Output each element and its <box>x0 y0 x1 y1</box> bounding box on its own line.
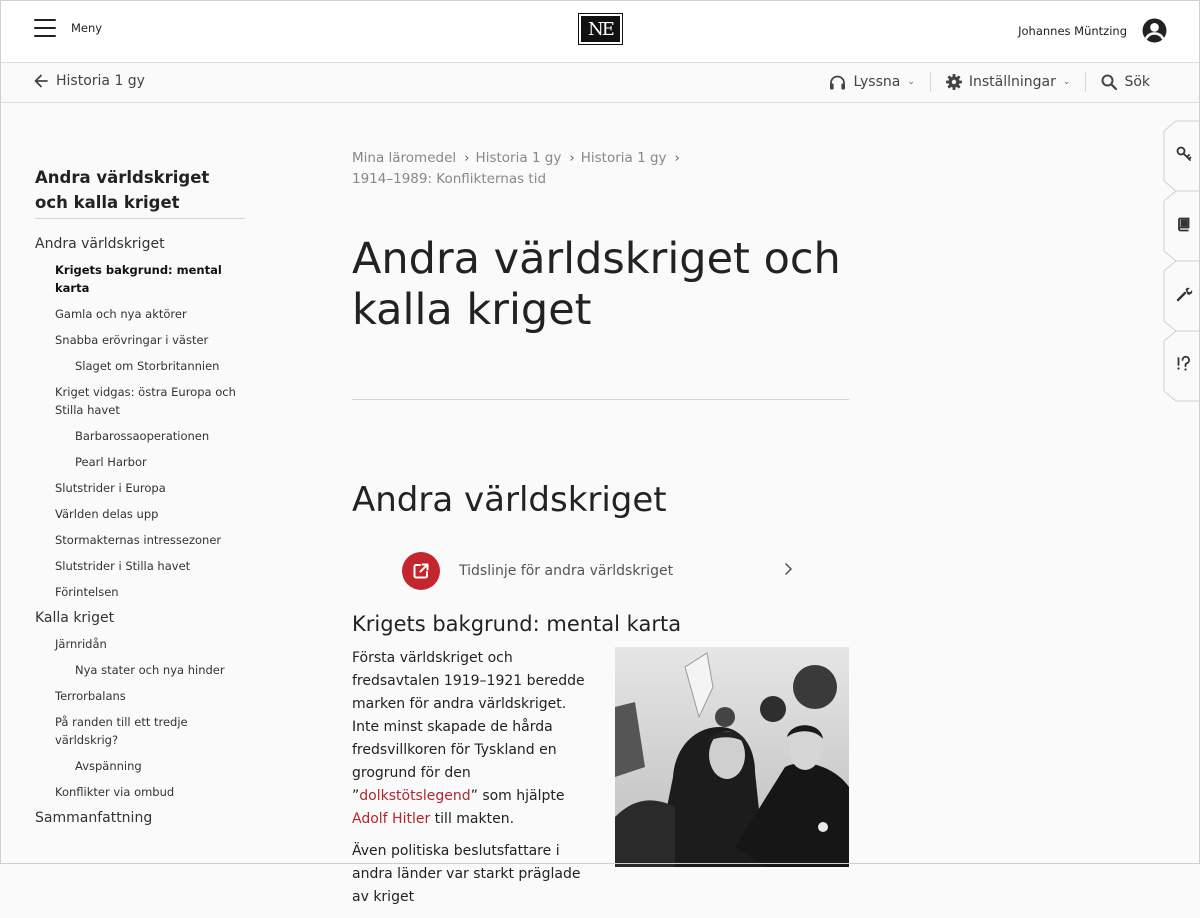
toc-item[interactable]: Slaget om Storbritannien <box>75 359 220 373</box>
paragraph <box>352 647 592 831</box>
book-icon <box>1176 216 1192 232</box>
settings-button[interactable] <box>946 74 1071 90</box>
toc-title: Andra världskriget och kalla kriget <box>35 165 245 219</box>
divider <box>352 399 849 400</box>
paragraph: Även politiska beslutsfattare i andra länder var starkt präglade av kriget <box>352 843 581 905</box>
breadcrumb-item[interactable]: Historia 1 gy <box>580 150 667 166</box>
historical-photo <box>615 647 849 867</box>
toc-item[interactable]: Andra världskriget <box>35 236 165 252</box>
ne-logo[interactable] <box>578 13 623 45</box>
subsection-heading: Krigets bakgrund: mental karta <box>352 612 682 636</box>
toc-item[interactable]: Slutstrider i Stilla havet <box>55 559 191 573</box>
toc-item[interactable]: Barbarossaoperationen <box>75 429 210 443</box>
logo-text: NE <box>581 16 620 42</box>
settings-label: Inställningar <box>968 74 1056 90</box>
wrench-icon <box>1176 286 1192 302</box>
external-link-icon <box>402 552 440 590</box>
toc-item[interactable]: Kriget vidgas: östra Europa och Stilla havet <box>55 385 236 417</box>
toc-item[interactable]: Förintelsen <box>55 585 119 599</box>
section-heading: Andra världskriget <box>352 480 667 520</box>
menu-button[interactable] <box>34 19 102 37</box>
back-link[interactable] <box>34 73 145 89</box>
article-body <box>352 647 849 909</box>
adolf-hitler-link[interactable]: Adolf Hitler <box>352 811 431 827</box>
toc-item[interactable]: Avspänning <box>75 759 142 773</box>
listen-button[interactable] <box>829 74 914 90</box>
article-text <box>352 647 592 909</box>
paragraph-text: Första världskriget och fredsavtalen 1919–1921 beredde marken för andra världskriget. Inte minst skapade de hårda fredsvillkoren för Tyskland en grogrund för den ” <box>352 650 585 804</box>
toc-item[interactable]: Krigets bakgrund: mental karta <box>55 263 222 295</box>
user-menu[interactable] <box>1018 18 1167 43</box>
toc-item[interactable]: Konflikter via ombud <box>55 785 175 799</box>
user-name: Johannes Müntzing <box>1018 23 1127 38</box>
toc-item[interactable]: Nya stater och nya hinder <box>75 663 225 677</box>
toc-item[interactable]: Pearl Harbor <box>75 455 147 469</box>
toc-item[interactable]: Kalla kriget <box>35 610 115 626</box>
hamburger-icon <box>34 19 56 37</box>
chevron-down-icon: ⌄ <box>1062 77 1071 87</box>
breadcrumb-item[interactable]: Historia 1 gy <box>475 150 562 166</box>
side-tab-help[interactable] <box>1164 331 1200 401</box>
page-title: Andra världskriget och kalla kriget <box>352 234 841 335</box>
chevron-down-icon: ⌄ <box>907 77 915 87</box>
table-of-contents <box>35 165 245 831</box>
toc-list <box>35 231 245 831</box>
chevron-right-icon: › <box>464 150 470 166</box>
toc-item[interactable]: Terrorbalans <box>55 689 126 703</box>
toc-item[interactable]: Gamla och nya aktörer <box>55 307 187 321</box>
toc-item[interactable]: Sammanfattning <box>35 810 153 826</box>
link-card-label: Tidslinje för andra världskriget <box>459 563 674 579</box>
toc-item[interactable]: Slutstrider i Europa <box>55 481 166 495</box>
user-avatar-icon <box>1142 18 1167 43</box>
side-tab-key[interactable] <box>1164 121 1200 191</box>
toolbar <box>829 72 1150 92</box>
breadcrumb-item[interactable]: Mina läromedel <box>352 150 457 166</box>
toc-item[interactable]: Världen delas upp <box>55 507 159 521</box>
headphones-icon <box>829 75 846 90</box>
top-header <box>0 0 1200 63</box>
toc-item[interactable]: Snabba erövringar i väster <box>55 333 209 347</box>
arrow-left-icon <box>34 74 48 88</box>
toc-item[interactable]: Järnridån <box>55 637 107 651</box>
dolkstotslegend-link[interactable]: dolkstötslegend <box>359 788 471 804</box>
toc-item[interactable]: Stormakternas intressezoner <box>55 533 222 547</box>
chevron-right-icon: › <box>569 150 575 166</box>
chevron-right-icon: › <box>674 150 680 166</box>
key-icon <box>1176 146 1192 162</box>
article <box>352 148 849 918</box>
side-tools <box>1164 121 1200 401</box>
paragraph-text: ” som hjälpte <box>470 788 565 804</box>
search-label: Sök <box>1124 74 1150 90</box>
gear-icon <box>946 74 962 90</box>
sub-header <box>0 63 1200 103</box>
menu-label: Meny <box>71 21 103 35</box>
search-button[interactable] <box>1101 74 1150 90</box>
divider <box>930 72 931 92</box>
breadcrumb-item[interactable]: 1914–1989: Konflikternas tid <box>352 171 547 187</box>
search-icon <box>1101 74 1117 90</box>
breadcrumb <box>352 148 849 190</box>
timeline-link-card[interactable] <box>352 551 849 591</box>
chevron-right-icon <box>784 562 793 576</box>
back-label: Historia 1 gy <box>56 73 145 89</box>
toc-item[interactable]: På randen till ett tredje världskrig? <box>55 715 188 747</box>
paragraph-text: till makten. <box>430 811 515 827</box>
question-icon <box>1176 356 1192 372</box>
listen-label: Lyssna <box>853 74 901 90</box>
side-tab-book[interactable] <box>1164 191 1200 261</box>
divider <box>1085 72 1086 92</box>
side-tab-tools[interactable] <box>1164 261 1200 331</box>
